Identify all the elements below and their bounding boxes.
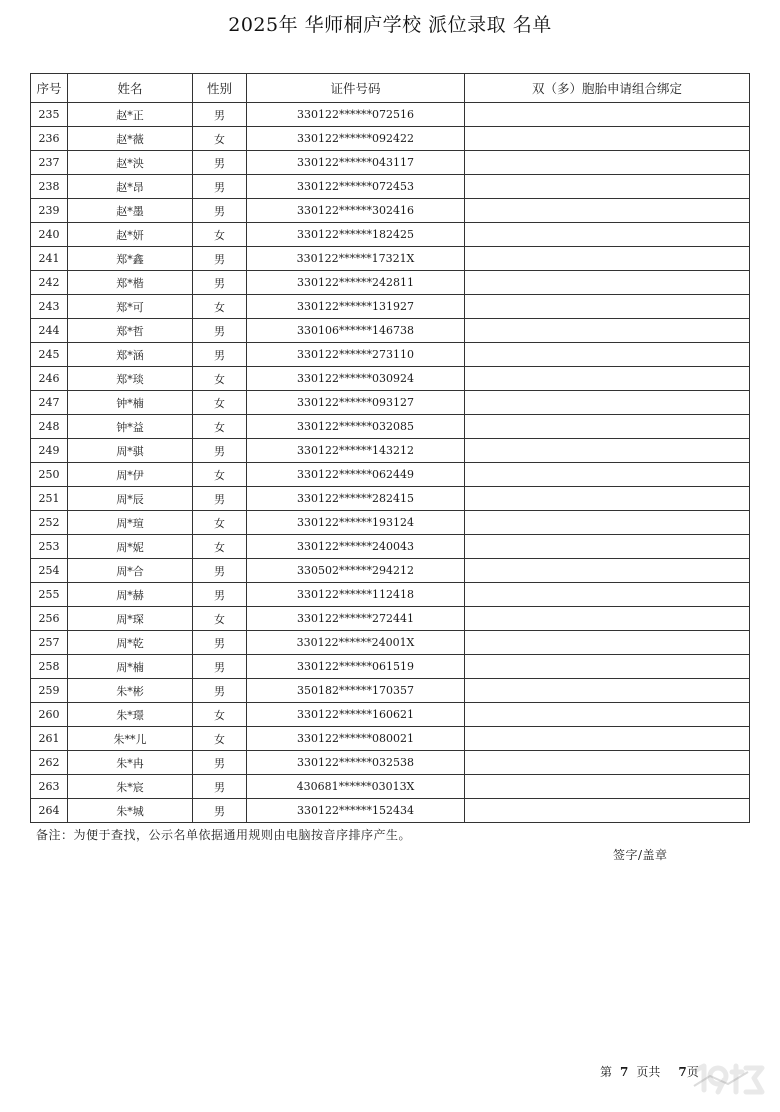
cell-id-number: 330122******131927	[247, 295, 465, 319]
table-row	[31, 487, 750, 511]
table-row	[31, 271, 750, 295]
cell-id-number: 330106******146738	[247, 319, 465, 343]
cell-index: 244	[31, 319, 68, 343]
cell-index: 257	[31, 631, 68, 655]
cell-twins	[465, 535, 750, 559]
cell-gender: 男	[193, 271, 247, 295]
column-header-id-number: 证件号码	[247, 74, 465, 103]
cell-index: 240	[31, 223, 68, 247]
table-row	[31, 751, 750, 775]
table-row	[31, 439, 750, 463]
cell-name: 周*妮	[68, 535, 193, 559]
cell-twins	[465, 679, 750, 703]
cell-twins	[465, 511, 750, 535]
cell-name: 赵*墨	[68, 199, 193, 223]
cell-gender: 男	[193, 631, 247, 655]
cell-index: 245	[31, 343, 68, 367]
cell-gender: 女	[193, 703, 247, 727]
cell-index: 260	[31, 703, 68, 727]
cell-gender: 女	[193, 607, 247, 631]
cell-index: 254	[31, 559, 68, 583]
cell-name: 赵*妍	[68, 223, 193, 247]
cell-index: 255	[31, 583, 68, 607]
footer-current-page: 7	[620, 1065, 629, 1079]
cell-id-number: 330122******043117	[247, 151, 465, 175]
table-row	[31, 415, 750, 439]
cell-name: 朱*城	[68, 799, 193, 823]
table-row	[31, 151, 750, 175]
cell-index: 261	[31, 727, 68, 751]
cell-twins	[465, 583, 750, 607]
cell-twins	[465, 751, 750, 775]
cell-name: 赵*正	[68, 103, 193, 127]
cell-gender: 男	[193, 751, 247, 775]
cell-twins	[465, 775, 750, 799]
column-header-twins: 双（多）胞胎申请组合绑定	[465, 74, 750, 103]
page-footer	[600, 1063, 699, 1080]
cell-gender: 男	[193, 487, 247, 511]
cell-index: 236	[31, 127, 68, 151]
cell-index: 237	[31, 151, 68, 175]
cell-twins	[465, 487, 750, 511]
cell-id-number: 330122******032085	[247, 415, 465, 439]
cell-index: 258	[31, 655, 68, 679]
cell-index: 247	[31, 391, 68, 415]
cell-gender: 男	[193, 151, 247, 175]
cell-name: 郑*琰	[68, 367, 193, 391]
cell-gender: 女	[193, 415, 247, 439]
cell-id-number: 330122******17321X	[247, 247, 465, 271]
cell-id-number: 330122******242811	[247, 271, 465, 295]
cell-id-number: 330122******032538	[247, 751, 465, 775]
cell-name: 周*楠	[68, 655, 193, 679]
cell-id-number: 350182******170357	[247, 679, 465, 703]
cell-id-number: 330122******272441	[247, 607, 465, 631]
table-row	[31, 223, 750, 247]
cell-gender: 男	[193, 583, 247, 607]
cell-index: 252	[31, 511, 68, 535]
cell-name: 朱*宸	[68, 775, 193, 799]
table-row	[31, 511, 750, 535]
cell-twins	[465, 607, 750, 631]
cell-twins	[465, 271, 750, 295]
table-row	[31, 535, 750, 559]
table-header-row	[31, 74, 750, 103]
column-header-gender: 性别	[193, 74, 247, 103]
cell-name: 钟*益	[68, 415, 193, 439]
table-row	[31, 343, 750, 367]
cell-twins	[465, 655, 750, 679]
cell-name: 朱*彬	[68, 679, 193, 703]
table-row	[31, 799, 750, 823]
cell-index: 239	[31, 199, 68, 223]
cell-index: 259	[31, 679, 68, 703]
column-header-name: 姓名	[68, 74, 193, 103]
cell-name: 周*琛	[68, 607, 193, 631]
cell-twins	[465, 247, 750, 271]
cell-twins	[465, 727, 750, 751]
cell-gender: 女	[193, 391, 247, 415]
cell-name: 郑*涵	[68, 343, 193, 367]
cell-gender: 男	[193, 799, 247, 823]
cell-twins	[465, 391, 750, 415]
cell-index: 238	[31, 175, 68, 199]
cell-index: 264	[31, 799, 68, 823]
table-row	[31, 583, 750, 607]
table-row	[31, 703, 750, 727]
cell-twins	[465, 439, 750, 463]
cell-name: 朱**儿	[68, 727, 193, 751]
cell-twins	[465, 175, 750, 199]
cell-name: 周*合	[68, 559, 193, 583]
cell-index: 246	[31, 367, 68, 391]
cell-id-number: 330122******193124	[247, 511, 465, 535]
cell-twins	[465, 151, 750, 175]
cell-gender: 男	[193, 319, 247, 343]
table-row	[31, 103, 750, 127]
cell-name: 周*赫	[68, 583, 193, 607]
cell-id-number: 330122******093127	[247, 391, 465, 415]
table-row	[31, 367, 750, 391]
cell-index: 253	[31, 535, 68, 559]
table-row	[31, 295, 750, 319]
table-row	[31, 463, 750, 487]
admission-table	[30, 73, 750, 823]
page-title: 2025年 华师桐庐学校 派位录取 名单	[228, 14, 552, 36]
cell-gender: 男	[193, 655, 247, 679]
cell-gender: 女	[193, 535, 247, 559]
cell-twins	[465, 319, 750, 343]
cell-id-number: 330122******282415	[247, 487, 465, 511]
cell-id-number: 330122******143212	[247, 439, 465, 463]
cell-twins	[465, 103, 750, 127]
cell-id-number: 330122******160621	[247, 703, 465, 727]
cell-index: 248	[31, 415, 68, 439]
table-row	[31, 247, 750, 271]
cell-id-number: 330122******24001X	[247, 631, 465, 655]
cell-id-number: 330122******072453	[247, 175, 465, 199]
cell-twins	[465, 295, 750, 319]
cell-index: 241	[31, 247, 68, 271]
cell-gender: 男	[193, 343, 247, 367]
cell-id-number: 330122******080021	[247, 727, 465, 751]
cell-name: 郑*可	[68, 295, 193, 319]
cell-id-number: 330122******030924	[247, 367, 465, 391]
cell-id-number: 330122******240043	[247, 535, 465, 559]
cell-twins	[465, 223, 750, 247]
cell-twins	[465, 367, 750, 391]
cell-id-number: 330122******092422	[247, 127, 465, 151]
cell-gender: 女	[193, 127, 247, 151]
cell-index: 263	[31, 775, 68, 799]
cell-index: 242	[31, 271, 68, 295]
table-row	[31, 175, 750, 199]
cell-index: 249	[31, 439, 68, 463]
remark-note: 备注：为便于查找，公示名单依据通用规则由电脑按音序排序产生。	[36, 828, 412, 842]
cell-gender: 男	[193, 175, 247, 199]
cell-gender: 女	[193, 463, 247, 487]
table-row	[31, 607, 750, 631]
table-row	[31, 199, 750, 223]
signature-label: 签字/盖章	[613, 848, 668, 862]
cell-name: 郑*哲	[68, 319, 193, 343]
cell-gender: 女	[193, 367, 247, 391]
cell-name: 赵*薇	[68, 127, 193, 151]
cell-twins	[465, 415, 750, 439]
cell-id-number: 330122******112418	[247, 583, 465, 607]
footer-prefix: 第	[600, 1065, 613, 1079]
cell-index: 251	[31, 487, 68, 511]
cell-name: 赵*昂	[68, 175, 193, 199]
cell-twins	[465, 703, 750, 727]
footer-total-pages: 7	[678, 1065, 687, 1079]
cell-gender: 男	[193, 199, 247, 223]
table-row	[31, 727, 750, 751]
cell-id-number: 330122******182425	[247, 223, 465, 247]
cell-gender: 女	[193, 727, 247, 751]
cell-name: 钟*楠	[68, 391, 193, 415]
cell-index: 262	[31, 751, 68, 775]
site-watermark-logo	[688, 1056, 768, 1102]
cell-gender: 男	[193, 247, 247, 271]
cell-name: 周*伊	[68, 463, 193, 487]
cell-id-number: 330122******072516	[247, 103, 465, 127]
cell-index: 235	[31, 103, 68, 127]
cell-gender: 女	[193, 295, 247, 319]
table-row	[31, 319, 750, 343]
cell-name: 周*辰	[68, 487, 193, 511]
table-row	[31, 631, 750, 655]
cell-name: 周*瑄	[68, 511, 193, 535]
cell-name: 朱*冉	[68, 751, 193, 775]
cell-id-number: 330122******061519	[247, 655, 465, 679]
cell-id-number: 330122******302416	[247, 199, 465, 223]
cell-gender: 男	[193, 559, 247, 583]
cell-index: 243	[31, 295, 68, 319]
cell-twins	[465, 127, 750, 151]
cell-id-number: 330502******294212	[247, 559, 465, 583]
footer-mid: 页共	[636, 1065, 661, 1079]
cell-twins	[465, 631, 750, 655]
cell-id-number: 330122******273110	[247, 343, 465, 367]
table-row	[31, 127, 750, 151]
table-row	[31, 559, 750, 583]
cell-gender: 男	[193, 775, 247, 799]
cell-twins	[465, 343, 750, 367]
cell-id-number: 330122******062449	[247, 463, 465, 487]
column-header-index: 序号	[31, 74, 68, 103]
cell-id-number: 430681******03013X	[247, 775, 465, 799]
cell-name: 赵*泱	[68, 151, 193, 175]
cell-name: 郑*鑫	[68, 247, 193, 271]
cell-twins	[465, 559, 750, 583]
cell-gender: 男	[193, 103, 247, 127]
cell-gender: 女	[193, 223, 247, 247]
cell-name: 周*乾	[68, 631, 193, 655]
table-row	[31, 391, 750, 415]
table-row	[31, 655, 750, 679]
cell-twins	[465, 799, 750, 823]
cell-gender: 女	[193, 511, 247, 535]
cell-twins	[465, 199, 750, 223]
cell-id-number: 330122******152434	[247, 799, 465, 823]
footer-suffix: 页	[686, 1065, 699, 1079]
table-row	[31, 775, 750, 799]
cell-gender: 男	[193, 679, 247, 703]
cell-index: 256	[31, 607, 68, 631]
cell-name: 周*骐	[68, 439, 193, 463]
cell-twins	[465, 463, 750, 487]
cell-index: 250	[31, 463, 68, 487]
cell-name: 朱*璟	[68, 703, 193, 727]
table-row	[31, 679, 750, 703]
cell-name: 郑*楷	[68, 271, 193, 295]
cell-gender: 男	[193, 439, 247, 463]
